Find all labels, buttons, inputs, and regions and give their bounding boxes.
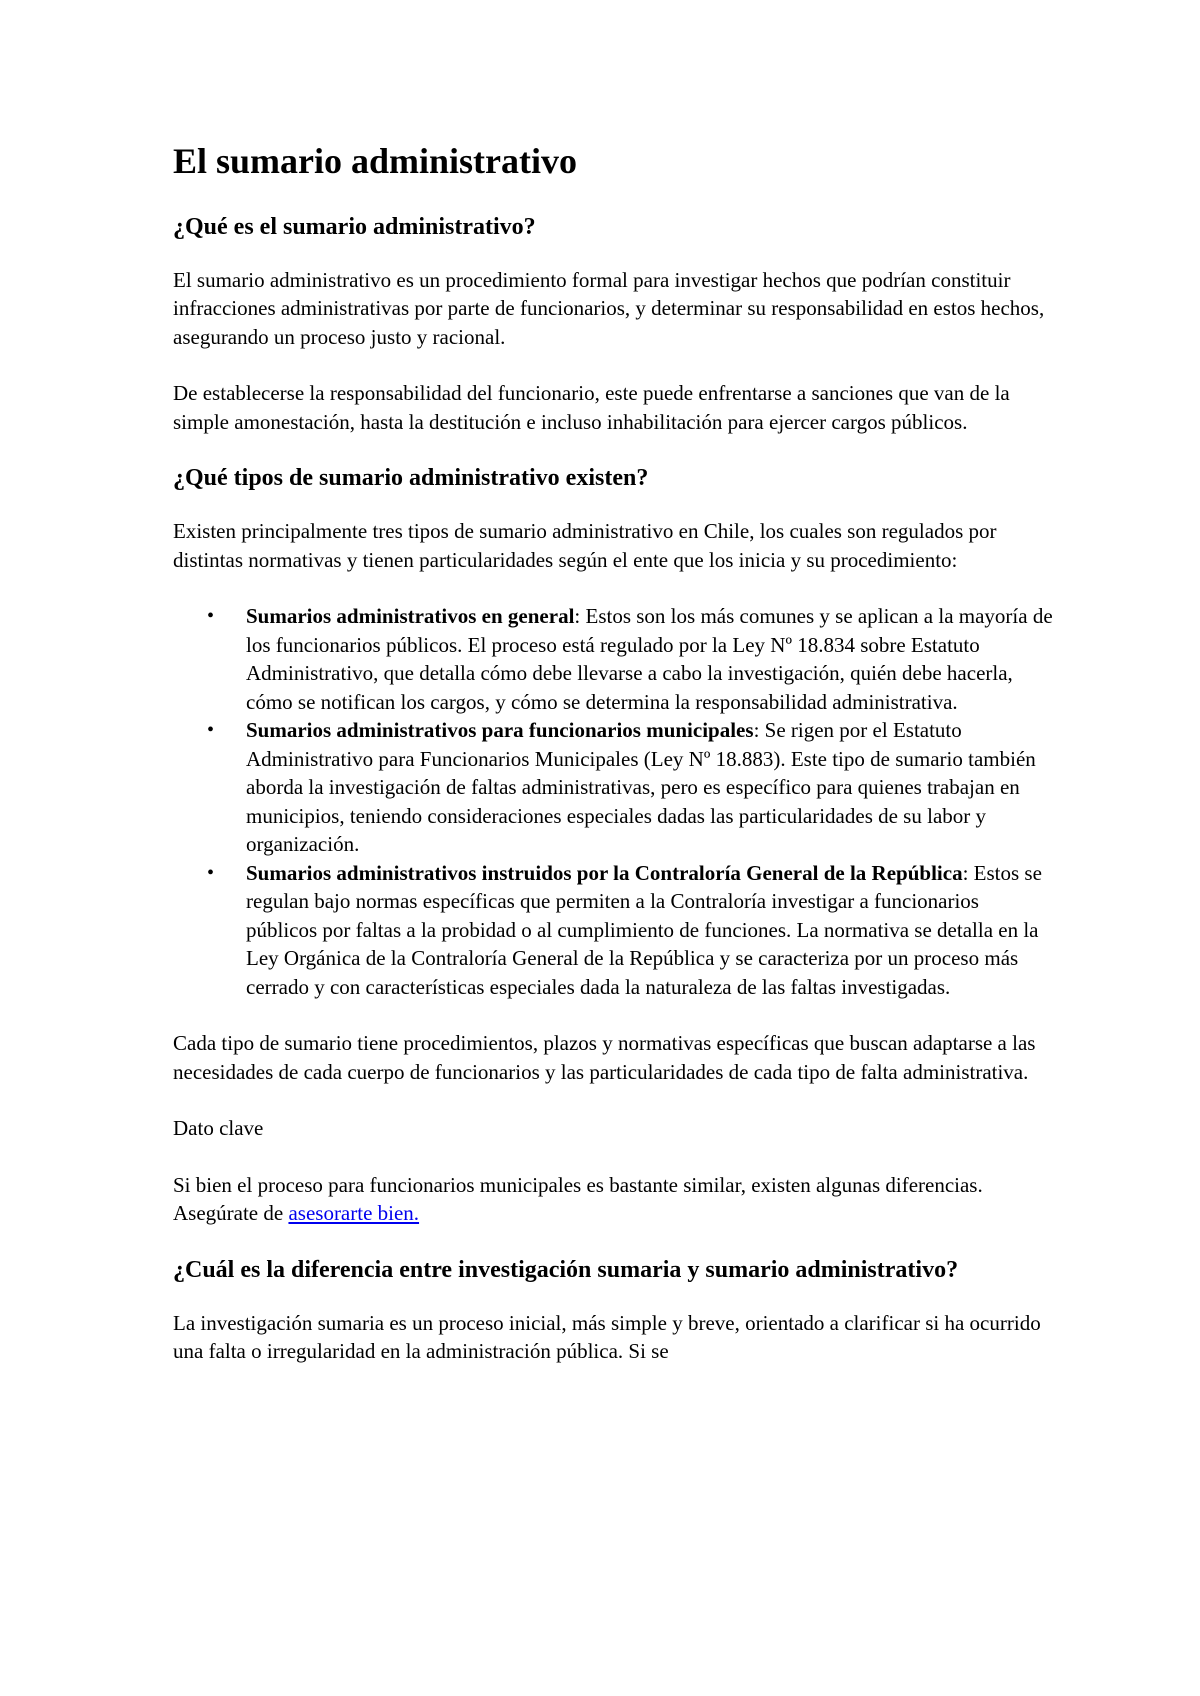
advice-link[interactable]: asesorarte bien. <box>288 1201 420 1226</box>
heading-types: ¿Qué tipos de sumario administrativo existen? <box>173 465 649 492</box>
list-item-text: : Se rigen por el Estatuto Administrativo para Funcionarios Municipales (Ley Nº 18.883). Este tipo de sumario también aborda la investigación de faltas administrativas, pero es específico para quienes trabajan en municipios, teniendo consideraciones especiales dadas las particularidades de su labor y organización. <box>246 718 1036 857</box>
bullet-icon: • <box>207 605 215 628</box>
list-item-title: Sumarios administrativos instruidos por la Contraloría General de la República <box>246 860 963 885</box>
heading-difference: ¿Cuál es la diferencia entre investigación sumaria y sumario administrativo? <box>173 1256 959 1283</box>
key-fact-text: Si bien el proceso para funcionarios municipales es bastante similar, existen algunas diferencias. Asegúrate de <box>173 1172 983 1226</box>
bullet-icon: • <box>207 719 215 742</box>
document-title: El sumario administrativo <box>173 141 578 181</box>
list-item-text: : Estos se regulan bajo normas específicas que permiten a la Contraloría investigar a funcionarios públicos por faltas a la probidad o al cumplimiento de funciones. La normativa se detalla en la Ley Orgánica de la Contraloría General de la República y se caracteriza por un proceso más cerrado y con características especiales dada la naturaleza de las faltas investigadas. <box>246 860 1042 999</box>
paragraph-types-closing: Cada tipo de sumario tiene procedimientos, plazos y normativas específicas que buscan adaptarse a las necesidades de cada cuerpo de funcionarios y las particularidades de cada tipo de falta administrativa. <box>173 1031 1036 1084</box>
paragraph-types-intro: Existen principalmente tres tipos de sumario administrativo en Chile, los cuales son regulados por distintas normativas y tienen particularidades según el ente que los inicia y su procedimiento: <box>173 519 997 572</box>
paragraph-difference: La investigación sumaria es un proceso inicial, más simple y breve, orientado a clarificar si ha ocurrido una falta o irregularidad en la administración pública. Si se <box>173 1310 1041 1364</box>
list-item <box>173 716 1053 859</box>
list-item-text: : Estos son los más comunes y se aplican a la mayoría de los funcionarios públicos. El proceso está regulado por la Ley Nº 18.834 sobre Estatuto Administrativo, que detalla cómo debe llevarse a cabo la investigación, quién debe hacerla, cómo se notifican los cargos, y cómo se determina la responsabilidad administrativa. <box>246 604 1053 714</box>
list-item <box>173 602 1053 716</box>
list-item <box>173 859 1053 1002</box>
key-fact-paragraph <box>173 1171 1053 1228</box>
list-item-title: Sumarios administrativos para funcionarios municipales <box>246 718 754 743</box>
bullet-icon: • <box>207 861 215 884</box>
list-item-title: Sumarios administrativos en general <box>246 604 575 629</box>
heading-what-is: ¿Qué es el sumario administrativo? <box>173 214 536 241</box>
paragraph-definition: El sumario administrativo es un procedimiento formal para investigar hechos que podrían constituir infracciones administrativas por parte de funcionarios, y determinar su responsabilidad en estos hechos, asegurando un proceso justo y racional. <box>173 267 1045 349</box>
paragraph-sanctions: De establecerse la responsabilidad del funcionario, este puede enfrentarse a sanciones que van de la simple amonestación, hasta la destitución e incluso inhabilitación para ejercer cargos públicos. <box>173 381 1010 434</box>
document-page <box>173 140 1053 1394</box>
types-list <box>173 602 1053 1001</box>
key-fact-label: Dato clave <box>173 1116 264 1141</box>
